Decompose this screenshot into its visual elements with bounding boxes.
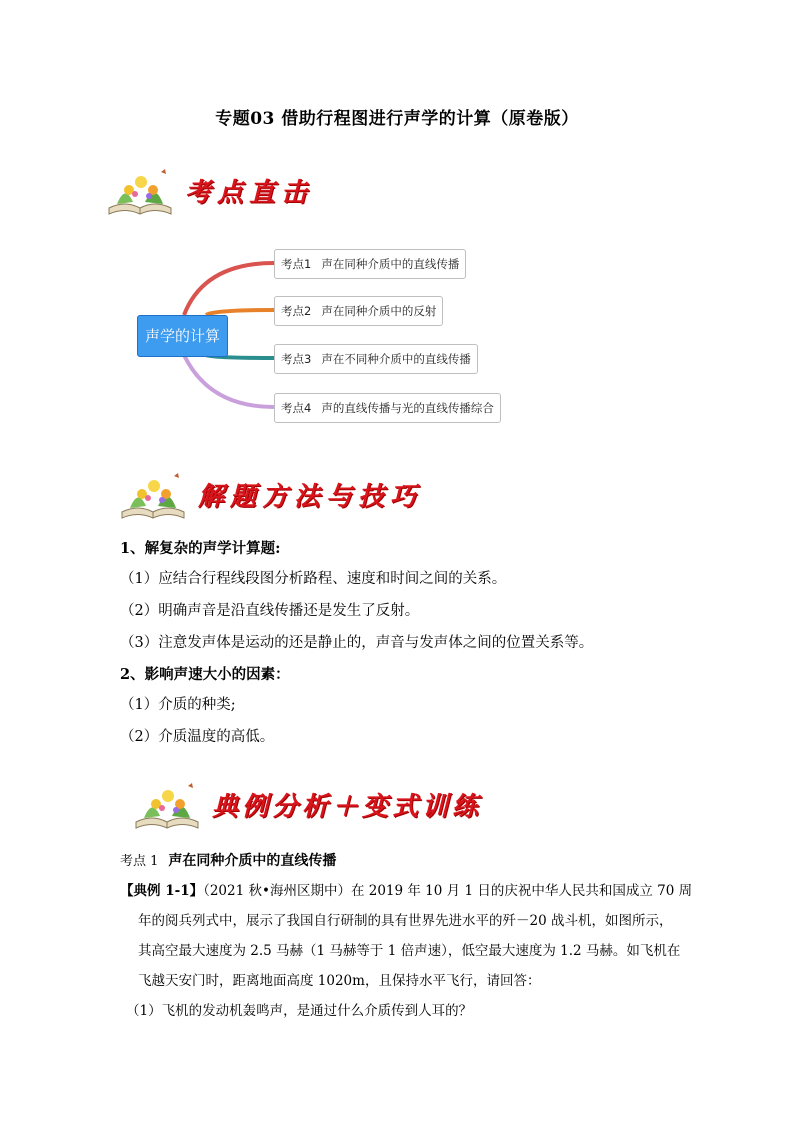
page-title: 专题03 借助行程图进行声学的计算（原卷版）	[215, 109, 579, 129]
open-book-flowers-icon	[132, 778, 202, 832]
example-label: 考点 1	[120, 854, 159, 869]
open-book-flowers-icon	[105, 164, 175, 218]
example-heading	[120, 850, 336, 870]
method-item-3: （3）注意发声体是运动的还是静止的，声音与发声体之间的位置关系等。	[120, 635, 594, 651]
method-item-2: （2）明确声音是沿直线传播还是发生了反射。	[120, 603, 420, 619]
node-label: 声的直线传播与光的直线传播综合	[321, 401, 494, 415]
node-label: 声在不同种介质中的直线传播	[321, 352, 471, 366]
mind-map-center: 声学的计算	[137, 315, 228, 357]
node-number: 考点4	[281, 401, 312, 415]
method-item-5: （2）介质温度的高低。	[120, 729, 275, 745]
example-line-4: 飞越天安门时，距离地面高度 1020m，且保持水平飞行，请回答：	[138, 973, 541, 989]
example-topic: 声在同种介质中的直线传播	[168, 853, 337, 869]
node-label: 声在同种介质中的反射	[321, 304, 437, 318]
method-heading-1: 1、解复杂的声学计算题:	[120, 540, 281, 557]
mind-map-node-3	[274, 344, 478, 374]
example-line-1: （2021 秋•海州区期中）在 2019 年 10 月 1 日的庆祝中华人民共和国成立 70 周	[203, 883, 693, 899]
example-line-2: 年的阅兵列式中，展示了我国自行研制的具有世界先进水平的歼－20 战斗机，如图所示，	[138, 913, 673, 929]
method-item-4: （1）介质的种类;	[120, 697, 236, 713]
method-heading-2: 2、影响声速大小的因素：	[120, 666, 290, 683]
mind-map-node-1	[274, 249, 466, 279]
example-question-1: （1）飞机的发动机轰鸣声，是通过什么介质传到人耳的？	[126, 1003, 473, 1019]
node-number: 考点1	[281, 257, 312, 271]
section-header-2	[118, 468, 498, 522]
node-number: 考点3	[281, 352, 312, 366]
node-number: 考点2	[281, 304, 312, 318]
open-book-flowers-icon	[118, 468, 188, 522]
example-tag: 【典例 1-1】	[120, 883, 204, 899]
method-item-1: （1）应结合行程线段图分析路程、速度和时间之间的关系。	[120, 571, 507, 587]
mind-map-node-4	[274, 393, 501, 423]
example-body	[120, 876, 693, 1026]
section-header-3	[132, 778, 532, 832]
section-header-1	[105, 164, 405, 218]
mind-map	[134, 245, 524, 425]
section-title-1: 考点直击	[185, 178, 314, 208]
node-label: 声在同种介质中的直线传播	[321, 257, 460, 271]
section-title-2: 解题方法与技巧	[198, 482, 423, 512]
mind-map-node-2	[274, 296, 443, 326]
example-line-3: 其高空最大速度为 2.5 马赫（1 马赫等于 1 倍声速），低空最大速度为 1.2 马赫。如飞机在	[138, 943, 681, 959]
section-title-3: 典例分析＋变式训练	[212, 792, 483, 822]
